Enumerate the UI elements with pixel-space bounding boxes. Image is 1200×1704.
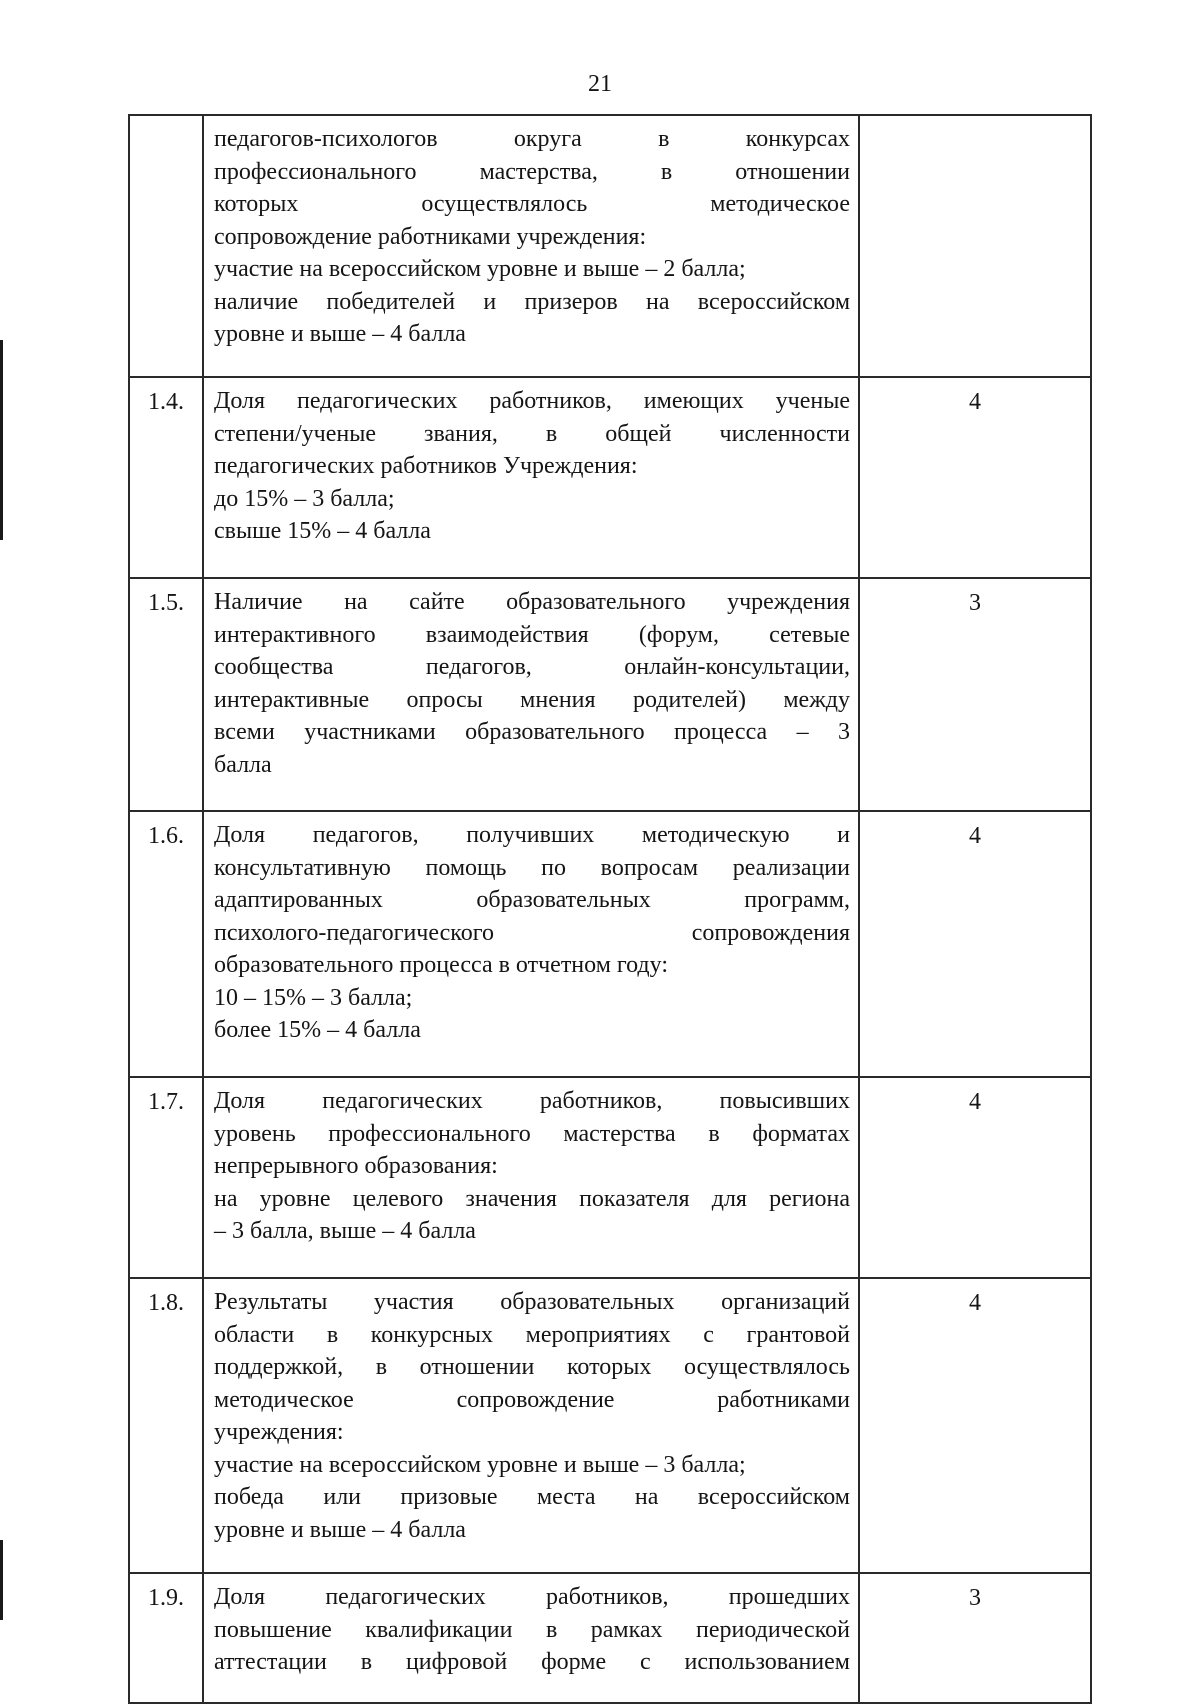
description-line: непрерывного образования:: [214, 1153, 498, 1179]
description-line: – 3 балла, выше – 4 балла: [214, 1218, 476, 1244]
description-line: 10 – 15% – 3 балла;: [214, 984, 413, 1011]
description-line: сопровождение работниками учреждения:: [214, 223, 647, 250]
table-row: [129, 377, 1091, 578]
row-description: [203, 377, 859, 578]
row-number: 1.5.: [129, 578, 203, 811]
table-row: [129, 1077, 1091, 1278]
description-line: образовательного процесса в отчетном году:: [214, 952, 668, 978]
row-score: 4: [859, 811, 1091, 1077]
description-line: на уровне целевого значения показателя для региона: [214, 1185, 850, 1212]
description-line: учреждения:: [214, 1419, 344, 1445]
description-line: интерактивные опросы мнения родителей) между: [214, 686, 850, 713]
description-line: педагогических работников Учреждения:: [214, 453, 638, 479]
row-score: [859, 115, 1091, 377]
row-description: [203, 811, 859, 1077]
table-row: [129, 578, 1091, 811]
description-line: до 15% – 3 балла;: [214, 485, 395, 512]
table-row: [129, 1278, 1091, 1573]
description-line: психолого-педагогического сопровождения: [214, 919, 850, 946]
description-line: балла: [214, 751, 272, 778]
row-number: [129, 115, 203, 377]
row-description: [203, 578, 859, 811]
row-description: [203, 115, 859, 377]
description-line: всеми участниками образовательного процесса – 3: [214, 719, 850, 745]
description-line: более 15% – 4 балла: [214, 1017, 421, 1043]
criteria-table-body: [129, 115, 1091, 1703]
row-description: [203, 1077, 859, 1278]
description-line: участие на всероссийском уровне и выше – 3 балла;: [214, 1451, 746, 1478]
row-number: 1.6.: [129, 811, 203, 1077]
row-number: 1.4.: [129, 377, 203, 578]
description-line: участие на всероссийском уровне и выше – 2 балла;: [214, 256, 746, 282]
row-number: 1.9.: [129, 1573, 203, 1703]
description-line: степени/ученые звания, в общей численности: [214, 420, 850, 447]
description-line: Результаты участия образовательных организаций: [214, 1289, 850, 1315]
row-score: 4: [859, 1077, 1091, 1278]
row-number: 1.8.: [129, 1278, 203, 1573]
scan-edge-mark: [0, 1540, 3, 1620]
description-line: уровне и выше – 4 балла: [214, 321, 466, 347]
row-score: 4: [859, 377, 1091, 578]
description-line: повышение квалификации в рамках периодической: [214, 1616, 850, 1643]
description-line: которых осуществлялось методическое: [214, 191, 850, 217]
table-row: [129, 1573, 1091, 1703]
description-line: свыше 15% – 4 балла: [214, 518, 431, 544]
description-line: области в конкурсных мероприятиях с грантовой: [214, 1321, 850, 1348]
scan-edge-mark: [0, 340, 3, 540]
description-line: аттестации в цифровой форме с использованием: [214, 1649, 850, 1675]
description-line: наличие победителей и призеров на всероссийском: [214, 288, 850, 315]
description-line: Наличие на сайте образовательного учреждения: [214, 589, 850, 615]
description-line: сообщества педагогов, онлайн-консультации,: [214, 654, 850, 680]
description-line: Доля педагогических работников, прошедших: [214, 1584, 850, 1610]
row-description: [203, 1573, 859, 1703]
description-line: Доля педагогических работников, повысивших: [214, 1088, 850, 1114]
description-line: адаптированных образовательных программ,: [214, 887, 850, 913]
page-number: 21: [588, 71, 612, 97]
description-line: методическое сопровождение работниками: [214, 1386, 850, 1413]
description-line: уровень профессионального мастерства в форматах: [214, 1120, 850, 1147]
row-description: [203, 1278, 859, 1573]
description-line: победа или призовые места на всероссийском: [214, 1484, 850, 1510]
table-row: [129, 811, 1091, 1077]
description-line: уровне и выше – 4 балла: [214, 1516, 466, 1543]
row-score: 4: [859, 1278, 1091, 1573]
row-number: 1.7.: [129, 1077, 203, 1278]
description-line: педагогов-психологов округа в конкурсах: [214, 126, 850, 152]
description-line: профессионального мастерства, в отношении: [214, 158, 850, 185]
table-row: [129, 115, 1091, 377]
description-line: Доля педагогов, получивших методическую и: [214, 822, 850, 848]
description-line: интерактивного взаимодействия (форум, сетевые: [214, 621, 850, 648]
row-score: 3: [859, 578, 1091, 811]
description-line: консультативную помощь по вопросам реализации: [214, 854, 850, 881]
description-line: поддержкой, в отношении которых осуществлялось: [214, 1354, 850, 1380]
description-line: Доля педагогических работников, имеющих ученые: [214, 388, 850, 414]
criteria-table: [128, 114, 1092, 1704]
row-score: 3: [859, 1573, 1091, 1703]
